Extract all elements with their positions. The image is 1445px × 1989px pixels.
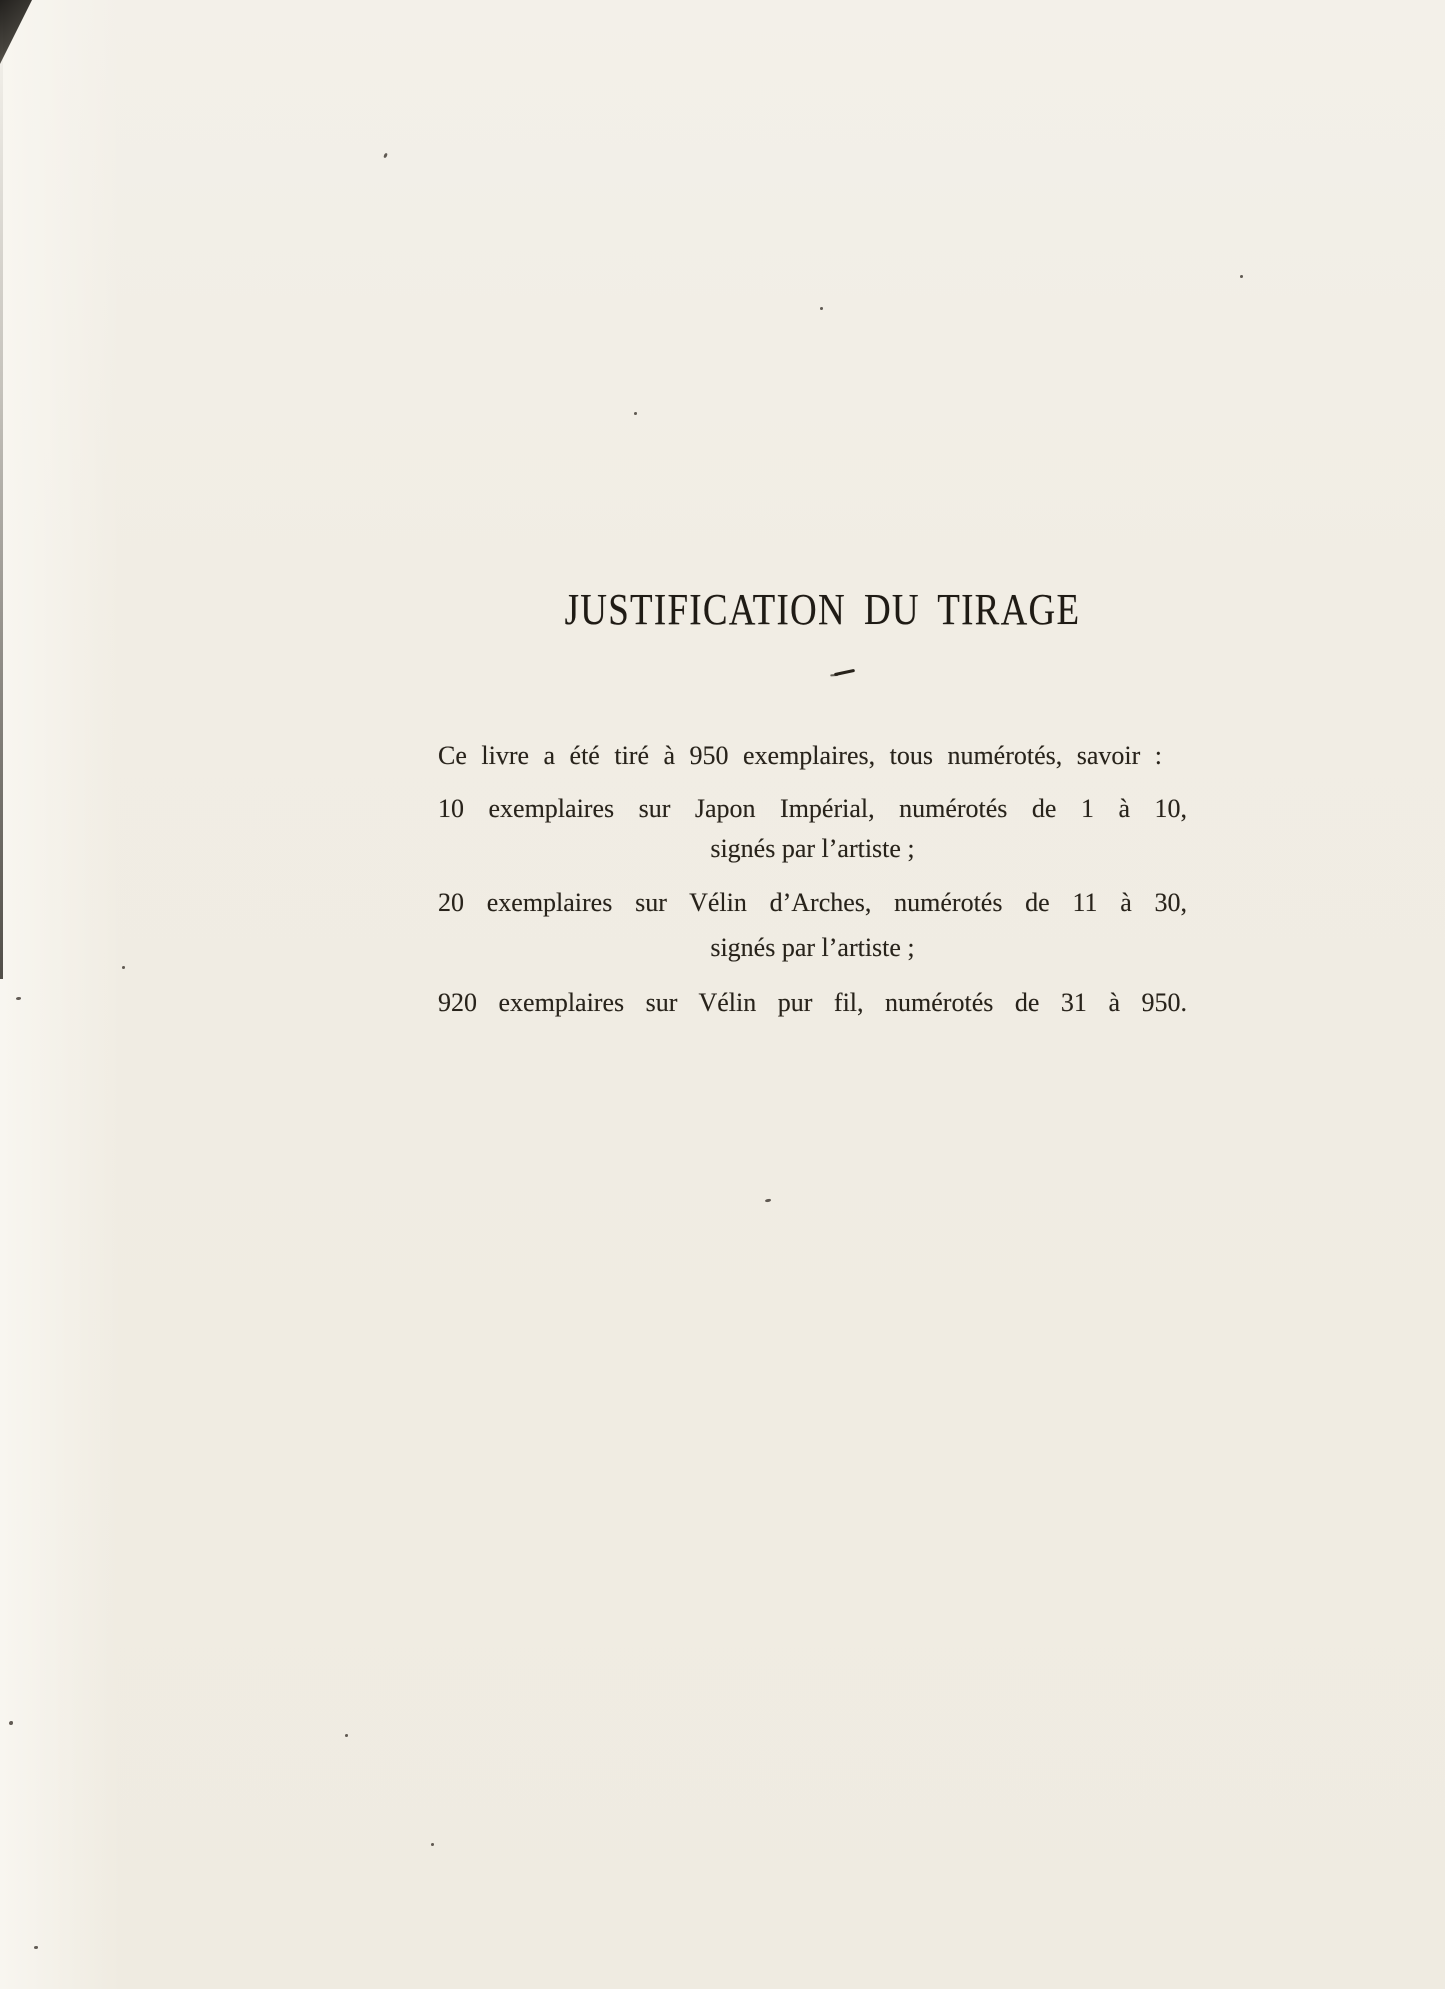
scan-speck (122, 966, 125, 969)
scan-speck (345, 1734, 348, 1737)
edition-line-velin-pur-fil: 920 exemplaires sur Vélin pur fil, numérotés de 31 à 950. (438, 988, 1187, 1017)
scan-speck (9, 1721, 13, 1725)
edition-continuation-velin-arches: signés par l’artiste ; (710, 933, 915, 962)
edition-line-japon-imperial: 10 exemplaires sur Japon Impérial, numérotés de 1 à 10, (438, 794, 1187, 823)
colophon-intro-line: Ce livre a été tiré à 950 exemplaires, tous numérotés, savoir : (438, 741, 1162, 770)
scan-speck (820, 307, 823, 310)
scan-edge-left (0, 0, 3, 979)
scan-speck (1240, 275, 1243, 278)
scan-speck (634, 412, 637, 415)
scan-speck (431, 1843, 434, 1846)
colophon (438, 0, 1187, 1100)
scan-edge-top-left (0, 0, 32, 64)
scan-speck (765, 1199, 771, 1203)
scan-speck (16, 997, 21, 1000)
scan-speck (383, 153, 388, 159)
edition-line-velin-arches: 20 exemplaires sur Vélin d’Arches, numérotés de 11 à 30, (438, 888, 1187, 917)
page-title: JUSTIFICATION DU TIRAGE (564, 585, 1081, 634)
edition-continuation-japon-imperial: signés par l’artiste ; (710, 834, 915, 863)
scan-speck (34, 1946, 38, 1949)
